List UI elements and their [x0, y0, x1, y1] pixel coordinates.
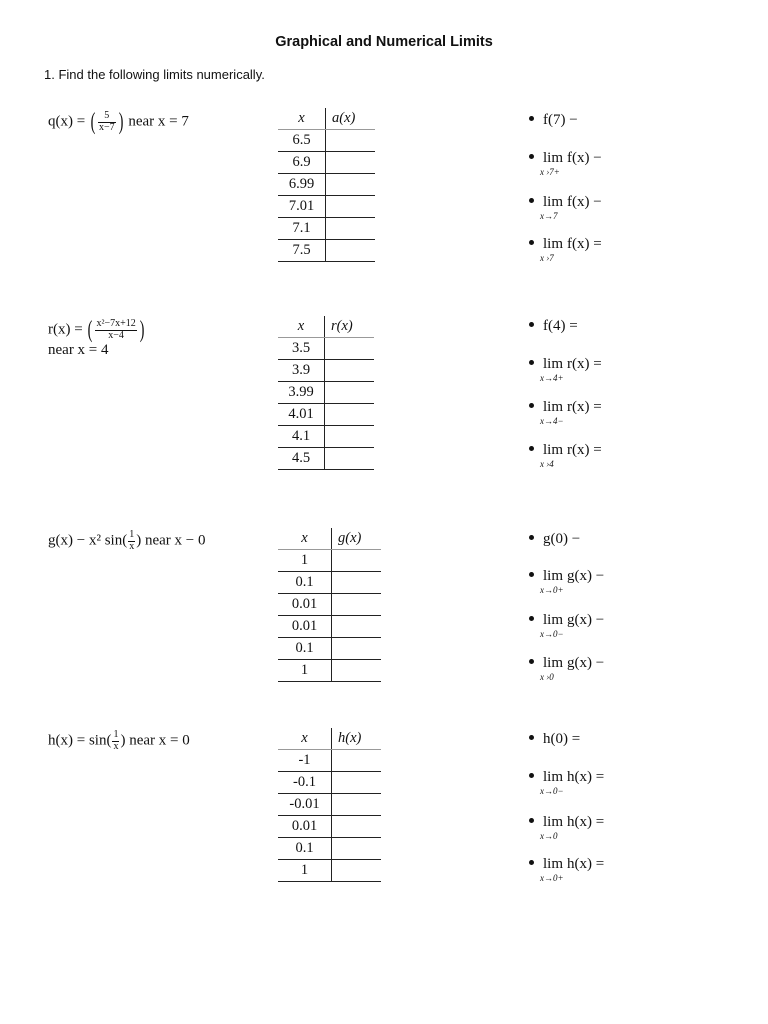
right-paren-icon: ): [118, 109, 123, 135]
answer-cell[interactable]: [326, 196, 376, 218]
answer-cell[interactable]: [332, 616, 382, 638]
bullet-icon: [529, 360, 534, 365]
x-value-cell: 3.5: [278, 338, 325, 360]
limit-subscript: x ›4: [540, 459, 554, 469]
limit-subscript: x→4+: [540, 373, 564, 383]
answer-cell[interactable]: [325, 426, 375, 448]
table-row: [278, 240, 375, 262]
answer-cell[interactable]: [332, 860, 382, 882]
question-text: h(x) =: [567, 856, 605, 872]
value-table: [278, 316, 374, 470]
bullet-icon: [529, 659, 534, 664]
fraction: [95, 319, 136, 341]
limit-operator: [540, 814, 564, 841]
x-column-header: x: [278, 528, 332, 550]
fraction: [128, 530, 135, 552]
question-text: r(x) =: [567, 356, 602, 372]
bullet-item: [529, 531, 580, 548]
question-text: f(7) −: [543, 112, 578, 128]
limit-operator: [540, 568, 564, 595]
left-paren-icon: (: [88, 317, 93, 343]
limit-operator: [540, 399, 564, 426]
limit-subscript: x ›0: [540, 672, 554, 682]
table-row: [278, 638, 381, 660]
limit-subscript: x→0+: [540, 585, 564, 595]
question-text: f(4) =: [543, 318, 578, 334]
table-row: [278, 360, 374, 382]
bullet-icon: [529, 240, 534, 245]
f-column-header: a(x): [326, 108, 376, 130]
answer-cell[interactable]: [332, 594, 382, 616]
x-value-cell: 6.9: [278, 152, 326, 174]
bullet-icon: [529, 446, 534, 451]
question-text: h(x) =: [567, 769, 605, 785]
fraction: [98, 111, 116, 133]
value-table: [278, 108, 375, 262]
function-lhs: g(x) − x² sin(: [48, 532, 128, 549]
lim-word: lim: [543, 655, 564, 671]
function-lhs: r(x) =: [48, 321, 83, 338]
x-value-cell: 0.01: [278, 616, 332, 638]
table-header-row: [278, 316, 374, 338]
table-row: [278, 816, 381, 838]
question-text: f(x) −: [567, 194, 602, 210]
limit-operator: [540, 194, 564, 221]
table-row: [278, 860, 381, 882]
limit-subscript: x→0−: [540, 786, 564, 796]
bullet-item: [529, 655, 605, 682]
bullet-item: [529, 856, 605, 883]
x-value-cell: 1: [278, 660, 332, 682]
table-row: [278, 594, 381, 616]
x-value-cell: 7.1: [278, 218, 326, 240]
x-value-cell: 4.5: [278, 448, 325, 470]
right-paren-icon: ): [139, 317, 145, 343]
limit-operator: [540, 150, 564, 177]
f-column-header: g(x): [332, 528, 382, 550]
table-row: [278, 572, 381, 594]
bullet-icon: [529, 322, 534, 327]
bullet-item: [529, 194, 602, 221]
table-row: [278, 660, 381, 682]
question-text: g(x) −: [567, 655, 605, 671]
function-suffix: near x = 4: [48, 342, 109, 358]
bullet-icon: [529, 860, 534, 865]
bullet-icon: [529, 773, 534, 778]
table-row: [278, 426, 374, 448]
x-value-cell: 0.1: [278, 638, 332, 660]
question-text: f(x) −: [567, 150, 602, 166]
function-definition: [48, 318, 146, 359]
answer-cell[interactable]: [325, 448, 375, 470]
bullet-icon: [529, 535, 534, 540]
x-value-cell: 4.01: [278, 404, 325, 426]
table-header-row: [278, 108, 375, 130]
fraction-denominator: x: [113, 740, 119, 752]
lim-word: lim: [543, 568, 564, 584]
limit-subscript: x ›7: [540, 253, 554, 263]
limit-subscript: x→7: [540, 211, 558, 221]
lim-word: lim: [543, 769, 564, 785]
bullet-icon: [529, 116, 534, 121]
limit-operator: [540, 442, 564, 469]
limit-subscript: x ›7+: [540, 167, 560, 177]
bullet-item: [529, 150, 602, 177]
value-table: [278, 528, 381, 682]
limit-subscript: x→0: [540, 831, 558, 841]
fraction-denominator: x−7: [98, 121, 115, 133]
x-value-cell: 0.01: [278, 594, 332, 616]
answer-cell[interactable]: [332, 838, 382, 860]
limit-subscript: x→0−: [540, 629, 564, 639]
f-column-header: h(x): [332, 728, 382, 750]
function-definition: [48, 530, 205, 552]
function-definition: [48, 730, 190, 752]
table-row: [278, 130, 375, 152]
answer-cell[interactable]: [332, 794, 382, 816]
fraction-numerator: x²−7x+12: [96, 318, 136, 329]
x-value-cell: 1: [278, 860, 332, 882]
table-row: [278, 772, 381, 794]
left-paren-icon: (: [90, 109, 96, 135]
f-column-header: r(x): [325, 316, 375, 338]
fraction-numerator: 1: [113, 729, 119, 740]
question-text: g(0) −: [543, 531, 581, 547]
question-text: g(x) −: [567, 568, 605, 584]
table-row: [278, 218, 375, 240]
question-text: g(x) −: [567, 612, 605, 628]
limit-operator: [540, 612, 564, 639]
answer-cell[interactable]: [332, 660, 382, 682]
table-row: [278, 196, 375, 218]
bullet-icon: [529, 403, 534, 408]
x-value-cell: 0.1: [278, 838, 332, 860]
value-table: [278, 728, 381, 882]
bullet-item: [529, 612, 605, 639]
fraction-denominator: x: [129, 540, 135, 552]
table-row: [278, 750, 381, 772]
x-value-cell: 0.01: [278, 816, 332, 838]
function-lhs: q(x) =: [48, 113, 86, 130]
x-value-cell: -0.01: [278, 794, 332, 816]
limit-operator: [540, 856, 564, 883]
x-column-header: x: [278, 316, 325, 338]
table-row: [278, 448, 374, 470]
answer-cell[interactable]: [332, 816, 382, 838]
answer-cell[interactable]: [332, 550, 382, 572]
table-row: [278, 794, 381, 816]
answer-cell[interactable]: [332, 772, 382, 794]
table-row: [278, 616, 381, 638]
x-value-cell: 3.9: [278, 360, 325, 382]
x-value-cell: 1: [278, 550, 332, 572]
x-value-cell: -1: [278, 750, 332, 772]
answer-cell[interactable]: [325, 338, 375, 360]
answer-cell[interactable]: [332, 572, 382, 594]
table-row: [278, 838, 381, 860]
lim-word: lim: [543, 236, 564, 252]
table-row: [278, 550, 381, 572]
x-value-cell: 4.1: [278, 426, 325, 448]
lim-word: lim: [543, 194, 564, 210]
table-row: [278, 174, 375, 196]
function-suffix: ) near x = 0: [120, 732, 190, 749]
answer-cell[interactable]: [325, 404, 375, 426]
lim-word: lim: [543, 814, 564, 830]
x-value-cell: 0.1: [278, 572, 332, 594]
answer-cell[interactable]: [325, 382, 375, 404]
limit-operator: [540, 236, 564, 263]
limit-operator: [540, 356, 564, 383]
bullet-icon: [529, 154, 534, 159]
bullet-item: [529, 236, 602, 263]
bullet-item: [529, 769, 605, 796]
question-text: r(x) =: [567, 399, 602, 415]
function-lhs: h(x) = sin(: [48, 732, 112, 749]
x-value-cell: 3.99: [278, 382, 325, 404]
function-definition: [48, 110, 189, 134]
fraction-numerator: 5: [98, 111, 116, 123]
x-value-cell: 6.5: [278, 130, 326, 152]
lim-word: lim: [543, 612, 564, 628]
lim-word: lim: [543, 356, 564, 372]
lim-word: lim: [543, 856, 564, 872]
bullet-item: [529, 318, 578, 335]
bullet-item: [529, 112, 578, 129]
bullet-item: [529, 568, 605, 595]
table-row: [278, 338, 374, 360]
fraction: [112, 730, 119, 752]
bullet-item: [529, 442, 602, 469]
instruction-text: 1. Find the following limits numerically.: [44, 67, 265, 82]
answer-cell[interactable]: [325, 360, 375, 382]
bullet-item: [529, 814, 605, 841]
function-suffix: ) near x − 0: [136, 532, 206, 549]
table-row: [278, 404, 374, 426]
answer-cell[interactable]: [326, 152, 376, 174]
x-value-cell: 7.5: [278, 240, 326, 262]
limit-operator: [540, 769, 564, 796]
fraction-numerator: 1: [129, 529, 135, 540]
table-header-row: [278, 528, 381, 550]
x-value-cell: 6.99: [278, 174, 326, 196]
answer-cell[interactable]: [326, 218, 376, 240]
answer-cell[interactable]: [332, 750, 382, 772]
limit-subscript: x→0+: [540, 873, 564, 883]
table-header-row: [278, 728, 381, 750]
bullet-icon: [529, 198, 534, 203]
lim-word: lim: [543, 150, 564, 166]
answer-cell[interactable]: [326, 130, 376, 152]
question-text: r(x) =: [567, 442, 602, 458]
answer-cell[interactable]: [326, 174, 376, 196]
limit-subscript: x→4−: [540, 416, 564, 426]
x-column-header: x: [278, 108, 326, 130]
fraction-denominator: x−4: [108, 329, 124, 341]
question-text: h(x) =: [567, 814, 605, 830]
lim-word: lim: [543, 399, 564, 415]
table-row: [278, 382, 374, 404]
question-text: h(0) =: [543, 731, 581, 747]
bullet-icon: [529, 572, 534, 577]
bullet-item: [529, 399, 602, 426]
lim-word: lim: [543, 442, 564, 458]
x-value-cell: 7.01: [278, 196, 326, 218]
limit-operator: [540, 655, 564, 682]
bullet-icon: [529, 818, 534, 823]
worksheet-title: Graphical and Numerical Limits: [275, 34, 493, 50]
answer-cell[interactable]: [332, 638, 382, 660]
question-text: f(x) =: [567, 236, 602, 252]
bullet-icon: [529, 616, 534, 621]
answer-cell[interactable]: [326, 240, 376, 262]
x-value-cell: -0.1: [278, 772, 332, 794]
function-suffix: near x = 7: [128, 113, 189, 130]
bullet-item: [529, 356, 602, 383]
x-column-header: x: [278, 728, 332, 750]
bullet-item: [529, 731, 580, 748]
bullet-icon: [529, 735, 534, 740]
table-row: [278, 152, 375, 174]
